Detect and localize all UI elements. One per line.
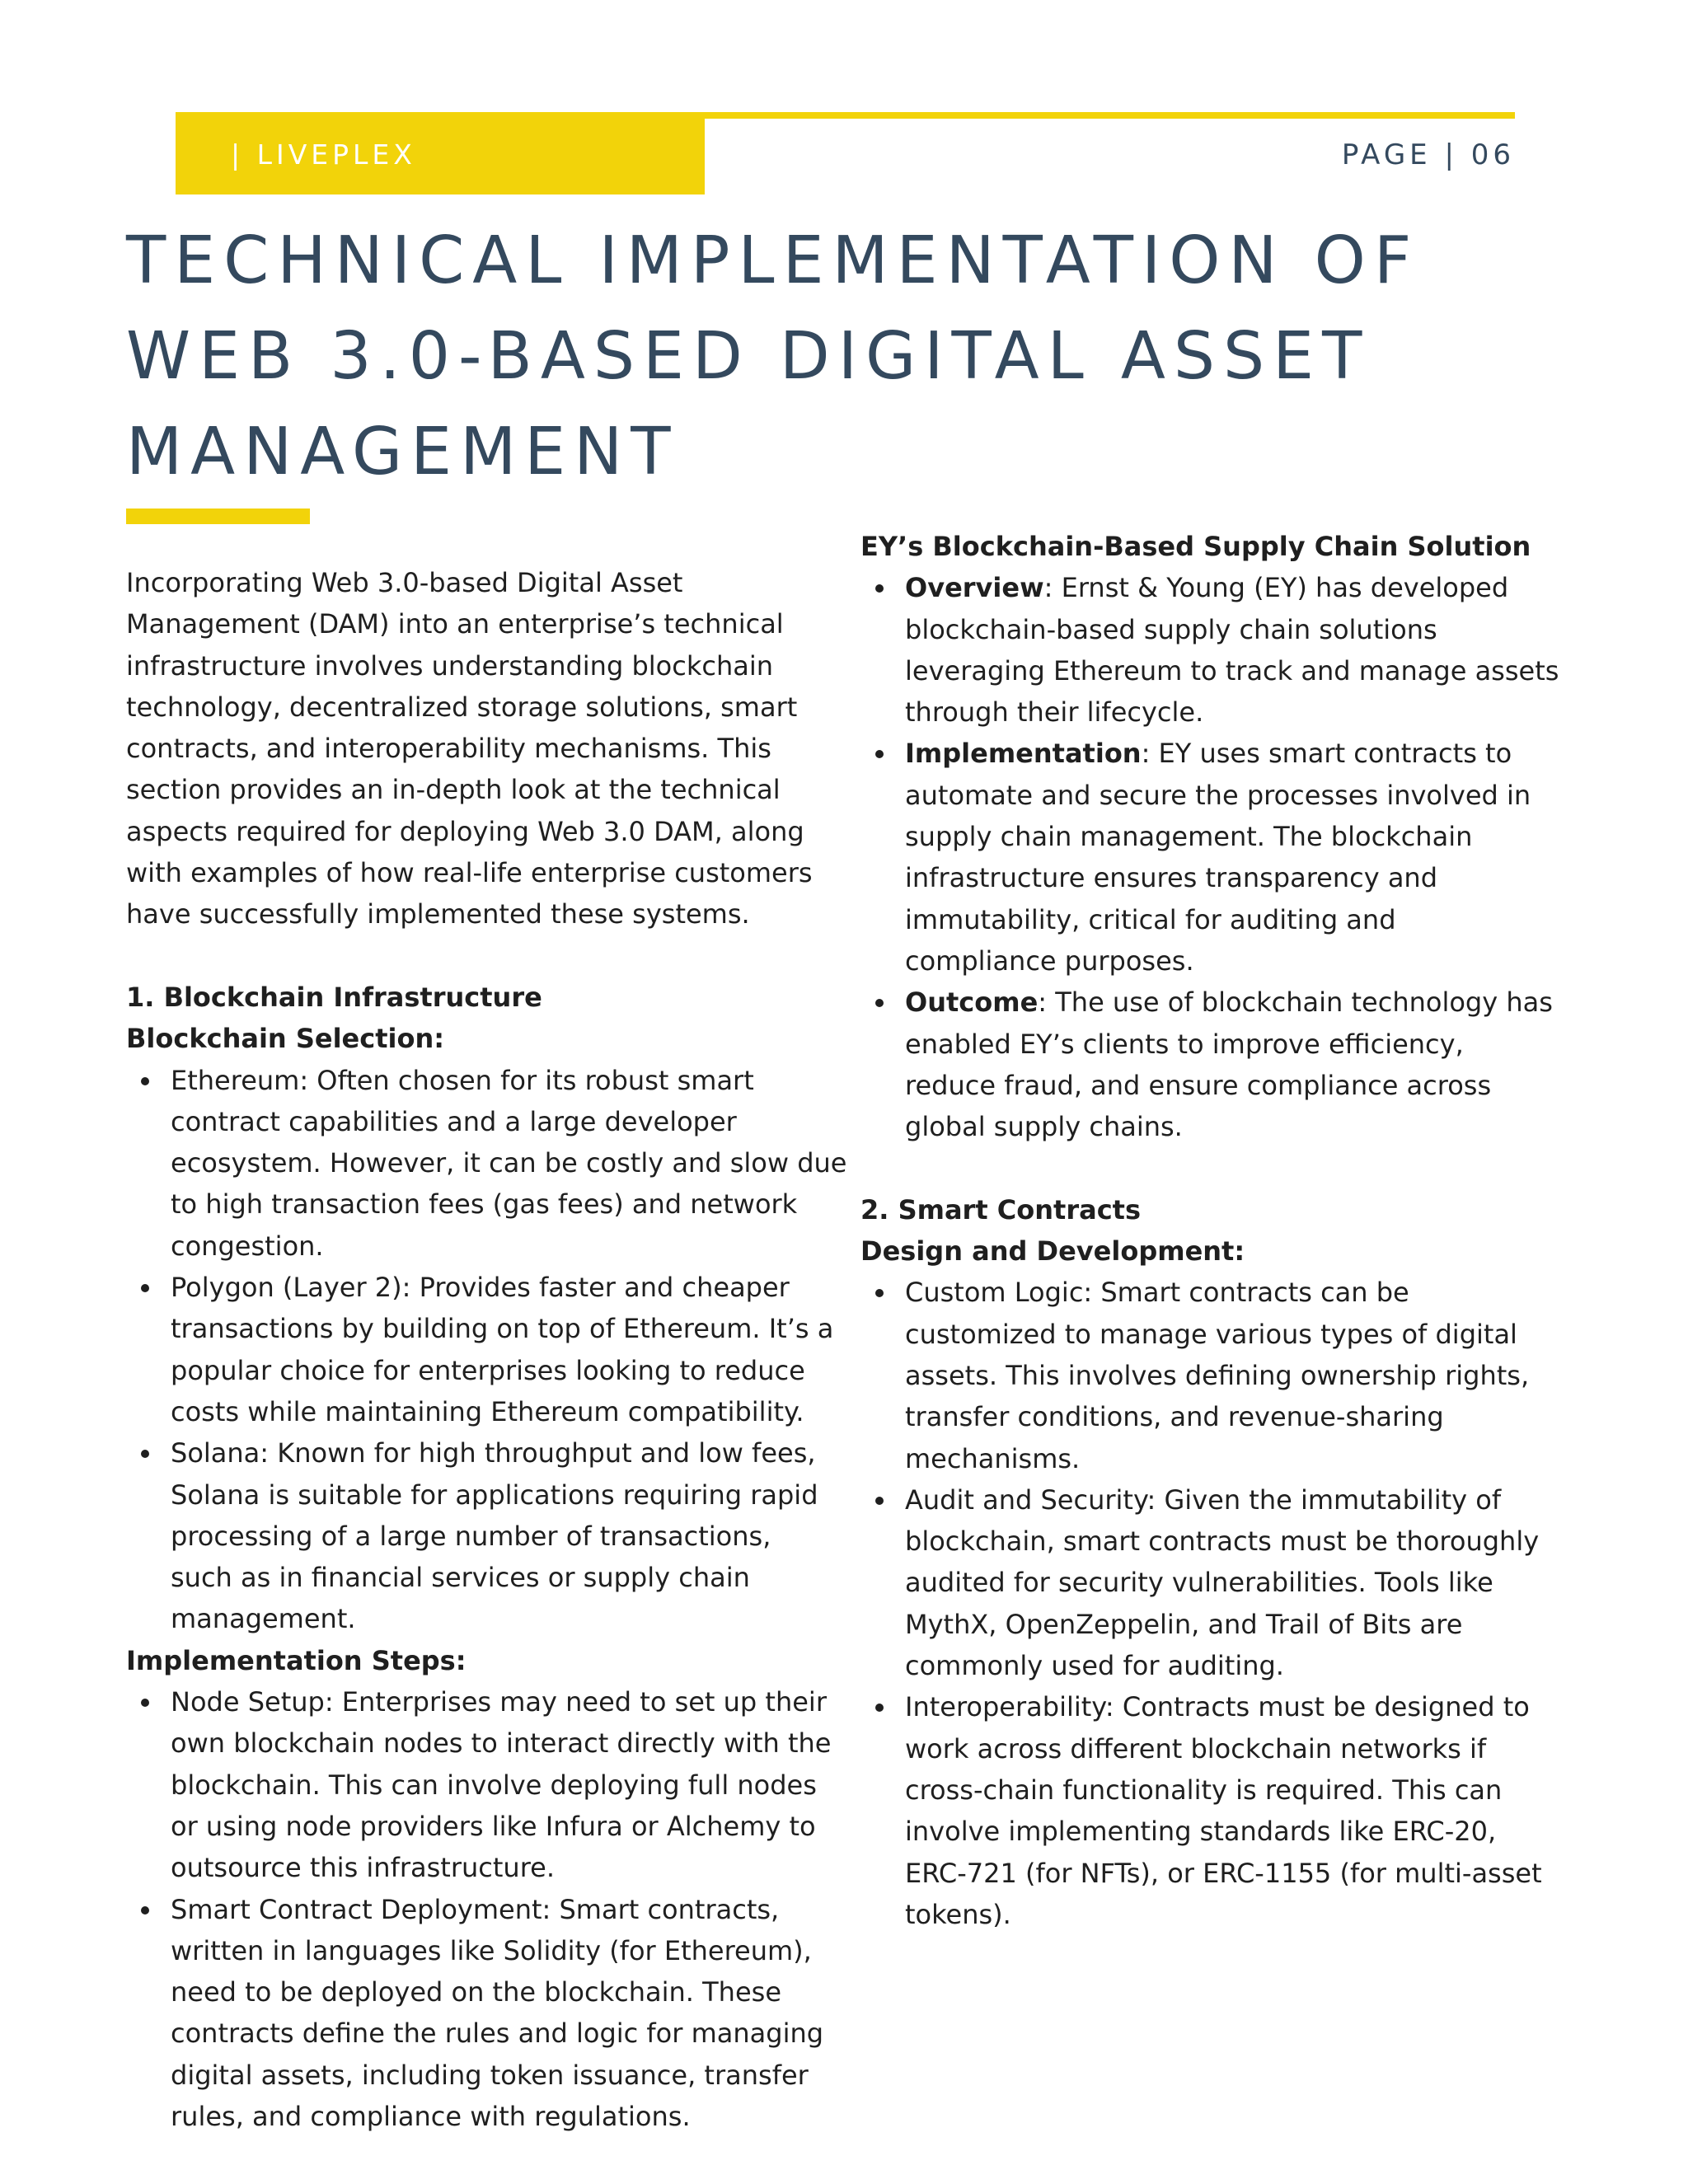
text-line: Audit and Security: Given the immutability of <box>905 1483 1502 1516</box>
text-line: customized to manage various types of digital <box>905 1318 1517 1350</box>
text-line: transactions by building on top of Ethereum. It’s a <box>171 1313 834 1345</box>
text-line: mechanisms. <box>905 1442 1081 1474</box>
text-line: own blockchain nodes to interact directly with the <box>171 1727 832 1760</box>
text-line: Custom Logic: Smart contracts can be <box>905 1277 1409 1309</box>
text-line <box>905 567 1545 608</box>
text-line: work across different blockchain networks if <box>905 1732 1487 1765</box>
text-line: contracts define the rules and logic for managing <box>171 2018 824 2050</box>
case-study-heading: EY’s Blockchain-Based Supply Chain Solution <box>860 531 1531 562</box>
text-line: congestion. <box>171 1230 324 1262</box>
item-text: : EY uses smart contracts to <box>1141 738 1512 770</box>
text-line: popular choice for enterprises looking to reduce <box>171 1354 805 1386</box>
item-label: Outcome <box>905 987 1039 1019</box>
text-line: have successfully implemented these systems. <box>126 898 750 930</box>
text-line: Interoperability: Contracts must be designed to <box>905 1691 1530 1723</box>
text-line: enabled EY’s clients to improve efficiency, <box>905 1028 1464 1060</box>
text-line: Node Setup: Enterprises may need to set up their <box>171 1686 827 1718</box>
text-line: infrastructure ensures transparency and <box>905 862 1438 894</box>
text-line: audited for security vulnerabilities. Tools like <box>905 1567 1493 1599</box>
list-item <box>126 1267 835 1432</box>
text-line: blockchain, smart contracts must be thoroughly <box>905 1526 1540 1558</box>
text-line: aspects required for deploying Web 3.0 DAM, along <box>126 815 804 847</box>
text-line: supply chain management. The blockchain <box>905 821 1473 853</box>
text-line: immutability, critical for auditing and <box>905 903 1396 935</box>
title-underline <box>126 509 310 524</box>
list-item <box>860 1686 1545 1935</box>
smart-contracts-list <box>860 1272 1545 1935</box>
text-line: technology, decentralized storage solutions, smart <box>126 691 798 723</box>
text-line: Solana: Known for high throughput and low fees, <box>171 1437 816 1469</box>
text-line: tokens). <box>905 1898 1011 1930</box>
text-line: section provides an in-depth look at the technical <box>126 774 781 806</box>
text-line: contracts, and interoperability mechanisms. This <box>126 733 771 765</box>
text-line: outsource this infrastructure. <box>171 1852 555 1884</box>
text-line: digital assets, including token issuance, transfer <box>171 2059 809 2091</box>
title-line: WEB 3.0-BASED DIGITAL ASSET <box>126 318 1371 394</box>
title-line: MANAGEMENT <box>126 414 679 490</box>
text-line: Solana is suitable for applications requiring rapid <box>171 1479 818 1511</box>
text-line: Ethereum: Often chosen for its robust smart <box>171 1064 754 1096</box>
text-line: reduce fraud, and ensure compliance across <box>905 1069 1492 1101</box>
text-line: assets. This involves defining ownership rights, <box>905 1359 1530 1391</box>
intro-paragraph <box>126 562 835 935</box>
text-line: blockchain. This can involve deploying full nodes <box>171 1769 817 1801</box>
item-label: Implementation <box>905 738 1142 770</box>
brand-label: | LIVEPLEX <box>231 138 416 171</box>
text-line: management. <box>171 1603 356 1635</box>
text-line: written in languages like Solidity (for Ethereum), <box>171 1934 812 1966</box>
text-line: Incorporating Web 3.0-based Digital Asset <box>126 567 683 598</box>
text-line: MythX, OpenZeppelin, and Trail of Bits are <box>905 1608 1463 1640</box>
text-line: rules, and compliance with regulations. <box>171 2100 691 2132</box>
text-line <box>905 733 1545 774</box>
blockchain-selection-list <box>126 1060 847 1640</box>
text-line: global supply chains. <box>905 1111 1183 1143</box>
list-item <box>126 1889 835 2138</box>
title-line: TECHNICAL IMPLEMENTATION OF <box>126 223 1420 298</box>
text-line: Management (DAM) into an enterprise’s technical <box>126 608 784 640</box>
text-line: involve implementing standards like ERC-20, <box>905 1816 1497 1848</box>
text-line: processing of a large number of transactions, <box>171 1520 771 1552</box>
text-line: with examples of how real-life enterprise customers <box>126 857 813 889</box>
text-line: costs while maintaining Ethereum compatibility. <box>171 1395 804 1427</box>
item-text: : Ernst & Young (EY) has developed <box>1043 572 1509 604</box>
text-line: need to be deployed on the blockchain. These <box>171 1976 781 2008</box>
list-item <box>860 1479 1545 1686</box>
text-line: blockchain-based supply chain solutions <box>905 613 1437 645</box>
text-line: ecosystem. However, it can be costly and slow due <box>171 1147 847 1179</box>
text-line: cross-chain functionality is required. This can <box>905 1774 1503 1806</box>
item-label: Overview <box>905 572 1044 604</box>
section-heading: 2. Smart Contracts <box>860 1193 1141 1226</box>
page-number: PAGE | 06 <box>1341 138 1515 171</box>
text-line: leveraging Ethereum to track and manage assets <box>905 654 1559 687</box>
subsection-heading: Design and Development: <box>860 1235 1245 1268</box>
list-item <box>126 1060 847 1267</box>
implementation-steps-list <box>126 1681 835 2137</box>
text-line: such as in financial services or supply chain <box>171 1562 750 1594</box>
subsection-heading: Implementation Steps: <box>126 1644 467 1676</box>
text-line: infrastructure involves understanding blockchain <box>126 649 773 682</box>
text-line: to high transaction fees (gas fees) and network <box>171 1188 798 1221</box>
list-item <box>860 982 1553 1147</box>
list-item <box>860 567 1559 733</box>
text-line: compliance purposes. <box>905 944 1194 977</box>
text-line: transfer conditions, and revenue-sharing <box>905 1401 1444 1433</box>
list-item <box>860 1272 1545 1479</box>
item-text: : The use of blockchain technology has <box>1038 987 1553 1019</box>
subsection-heading: Blockchain Selection: <box>126 1023 445 1055</box>
section-heading: 1. Blockchain Infrastructure <box>126 981 542 1013</box>
list-item <box>126 1432 835 1639</box>
text-line: commonly used for auditing. <box>905 1650 1284 1682</box>
right-column <box>860 526 1559 1935</box>
list-item <box>860 733 1545 982</box>
text-line: automate and secure the processes involved in <box>905 779 1531 811</box>
text-line: or using node providers like Infura or Alchemy to <box>171 1810 816 1842</box>
text-line: Polygon (Layer 2): Provides faster and cheaper <box>171 1272 790 1304</box>
text-line: ERC-721 (for NFTs), or ERC-1155 (for multi-asset <box>905 1857 1542 1889</box>
case-study-list <box>860 567 1559 1147</box>
list-item <box>126 1681 835 1888</box>
left-column <box>126 562 847 2137</box>
text-line: Smart Contract Deployment: Smart contracts, <box>171 1893 780 1925</box>
text-line <box>905 982 1553 1023</box>
text-line: contract capabilities and a large developer <box>171 1105 737 1137</box>
text-line: through their lifecycle. <box>905 696 1204 729</box>
page-title <box>126 213 1544 499</box>
